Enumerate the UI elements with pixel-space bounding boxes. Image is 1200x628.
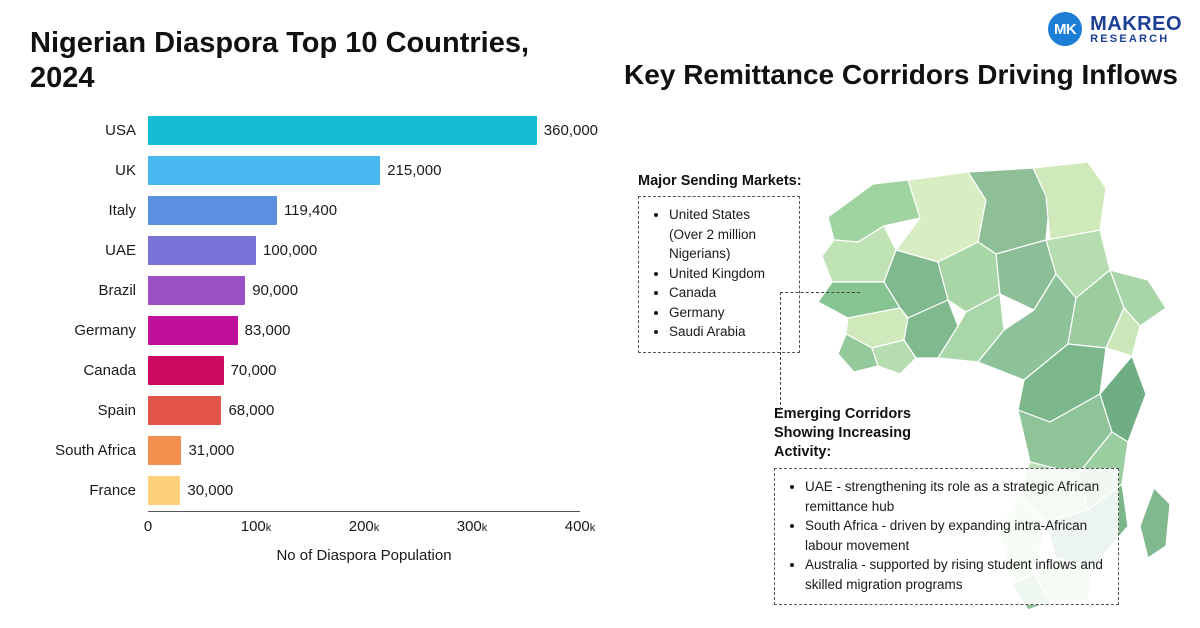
emerging-corridor-item: • Australia - supported by rising student inflows and skilled migration programs: [805, 555, 1106, 594]
x-axis-tick: 300k: [456, 517, 488, 535]
bar-track: [148, 111, 600, 151]
bar-row: [30, 311, 600, 351]
bar-track: [148, 271, 600, 311]
major-market-item: • Germany: [669, 303, 787, 323]
major-market-item: • Canada: [669, 283, 787, 303]
bar-chart: [30, 111, 600, 511]
emerging-corridor-item: • South Africa - driven by expanding intra-African labour movement: [805, 516, 1106, 555]
bar: [148, 436, 181, 465]
bar-value-label: 68,000: [228, 402, 275, 420]
bar-value-label: 360,000: [543, 122, 599, 140]
bar-row: [30, 231, 600, 271]
x-axis-title: No of Diaspora Population: [276, 546, 452, 564]
logo-subtitle: RESEARCH: [1090, 32, 1170, 45]
emerging-corridor-item: • UAE - strengthening its role as a strategic African remittance hub: [805, 477, 1106, 516]
bar-track: [148, 391, 600, 431]
bar-category-label: South Africa: [55, 442, 136, 460]
bar-value-label: 90,000: [252, 282, 299, 300]
bar-row: [30, 351, 600, 391]
bar-category-label: Canada: [83, 362, 136, 380]
bar-row: [30, 111, 600, 151]
bar-category-label: Italy: [108, 202, 136, 220]
bar: [148, 156, 380, 185]
x-axis-tick: 200k: [348, 517, 380, 535]
bar: [148, 236, 256, 265]
bar-category-label: Spain: [97, 402, 136, 420]
bar-value-label: 70,000: [230, 362, 277, 380]
bar-value-label: 30,000: [187, 482, 234, 500]
major-market-item: • United Kingdom: [669, 264, 787, 284]
bar: [148, 196, 277, 225]
bar-track: [148, 231, 600, 271]
logo-mark: MK: [1048, 12, 1082, 46]
bar-row: [30, 271, 600, 311]
bar-row: [30, 191, 600, 231]
bar-track: [148, 431, 600, 471]
bar-value-label: 83,000: [244, 322, 291, 340]
bar-track: [148, 151, 600, 191]
major-sending-markets-list: [651, 205, 787, 342]
major-sending-markets-heading: Major Sending Markets:: [638, 173, 802, 189]
map-panel: [620, 0, 1200, 628]
logo-name: MAKREO: [1090, 12, 1182, 35]
x-axis-tick: 100k: [240, 517, 272, 535]
bar-track: [148, 311, 600, 351]
bar-category-label: Brazil: [98, 282, 136, 300]
bar-row: [30, 151, 600, 191]
bar-row: [30, 471, 600, 511]
emerging-corridors-box: [774, 468, 1119, 605]
major-market-item: • Saudi Arabia: [669, 322, 787, 342]
bar-category-label: France: [89, 482, 136, 500]
x-axis-tick: 0: [143, 517, 153, 535]
bar-track: [148, 191, 600, 231]
major-sending-markets-box: [638, 196, 800, 353]
major-market-item: • United States (Over 2 million Nigerians): [669, 205, 787, 264]
bar: [148, 356, 224, 385]
bar-category-label: USA: [105, 122, 136, 140]
bar-row: [30, 391, 600, 431]
bar-value-label: 100,000: [263, 242, 318, 260]
bar-category-label: UK: [115, 162, 136, 180]
bar-value-label: 31,000: [188, 442, 235, 460]
bar: [148, 396, 221, 425]
emerging-corridors-heading: Emerging Corridors Showing Increasing Activity:: [774, 406, 911, 461]
bar-category-label: UAE: [105, 242, 136, 260]
x-axis-tick: 400k: [564, 517, 596, 535]
page-title: Nigerian Diaspora Top 10 Countries, 2024: [30, 27, 530, 95]
bar-track: [148, 471, 600, 511]
bar-track: [148, 351, 600, 391]
bar-row: [30, 431, 600, 471]
emerging-corridors-list: [787, 477, 1106, 594]
bar-value-label: 215,000: [387, 162, 442, 180]
bar-value-label: 119,400: [283, 202, 338, 220]
bar: [148, 116, 537, 145]
bar: [148, 316, 238, 345]
bar: [148, 476, 180, 505]
bar-category-label: Germany: [74, 322, 136, 340]
x-axis: [143, 511, 596, 545]
map-title: Key Remittance Corridors Driving Inflows: [624, 59, 1178, 90]
callout-connector: [780, 292, 860, 410]
bar: [148, 276, 245, 305]
